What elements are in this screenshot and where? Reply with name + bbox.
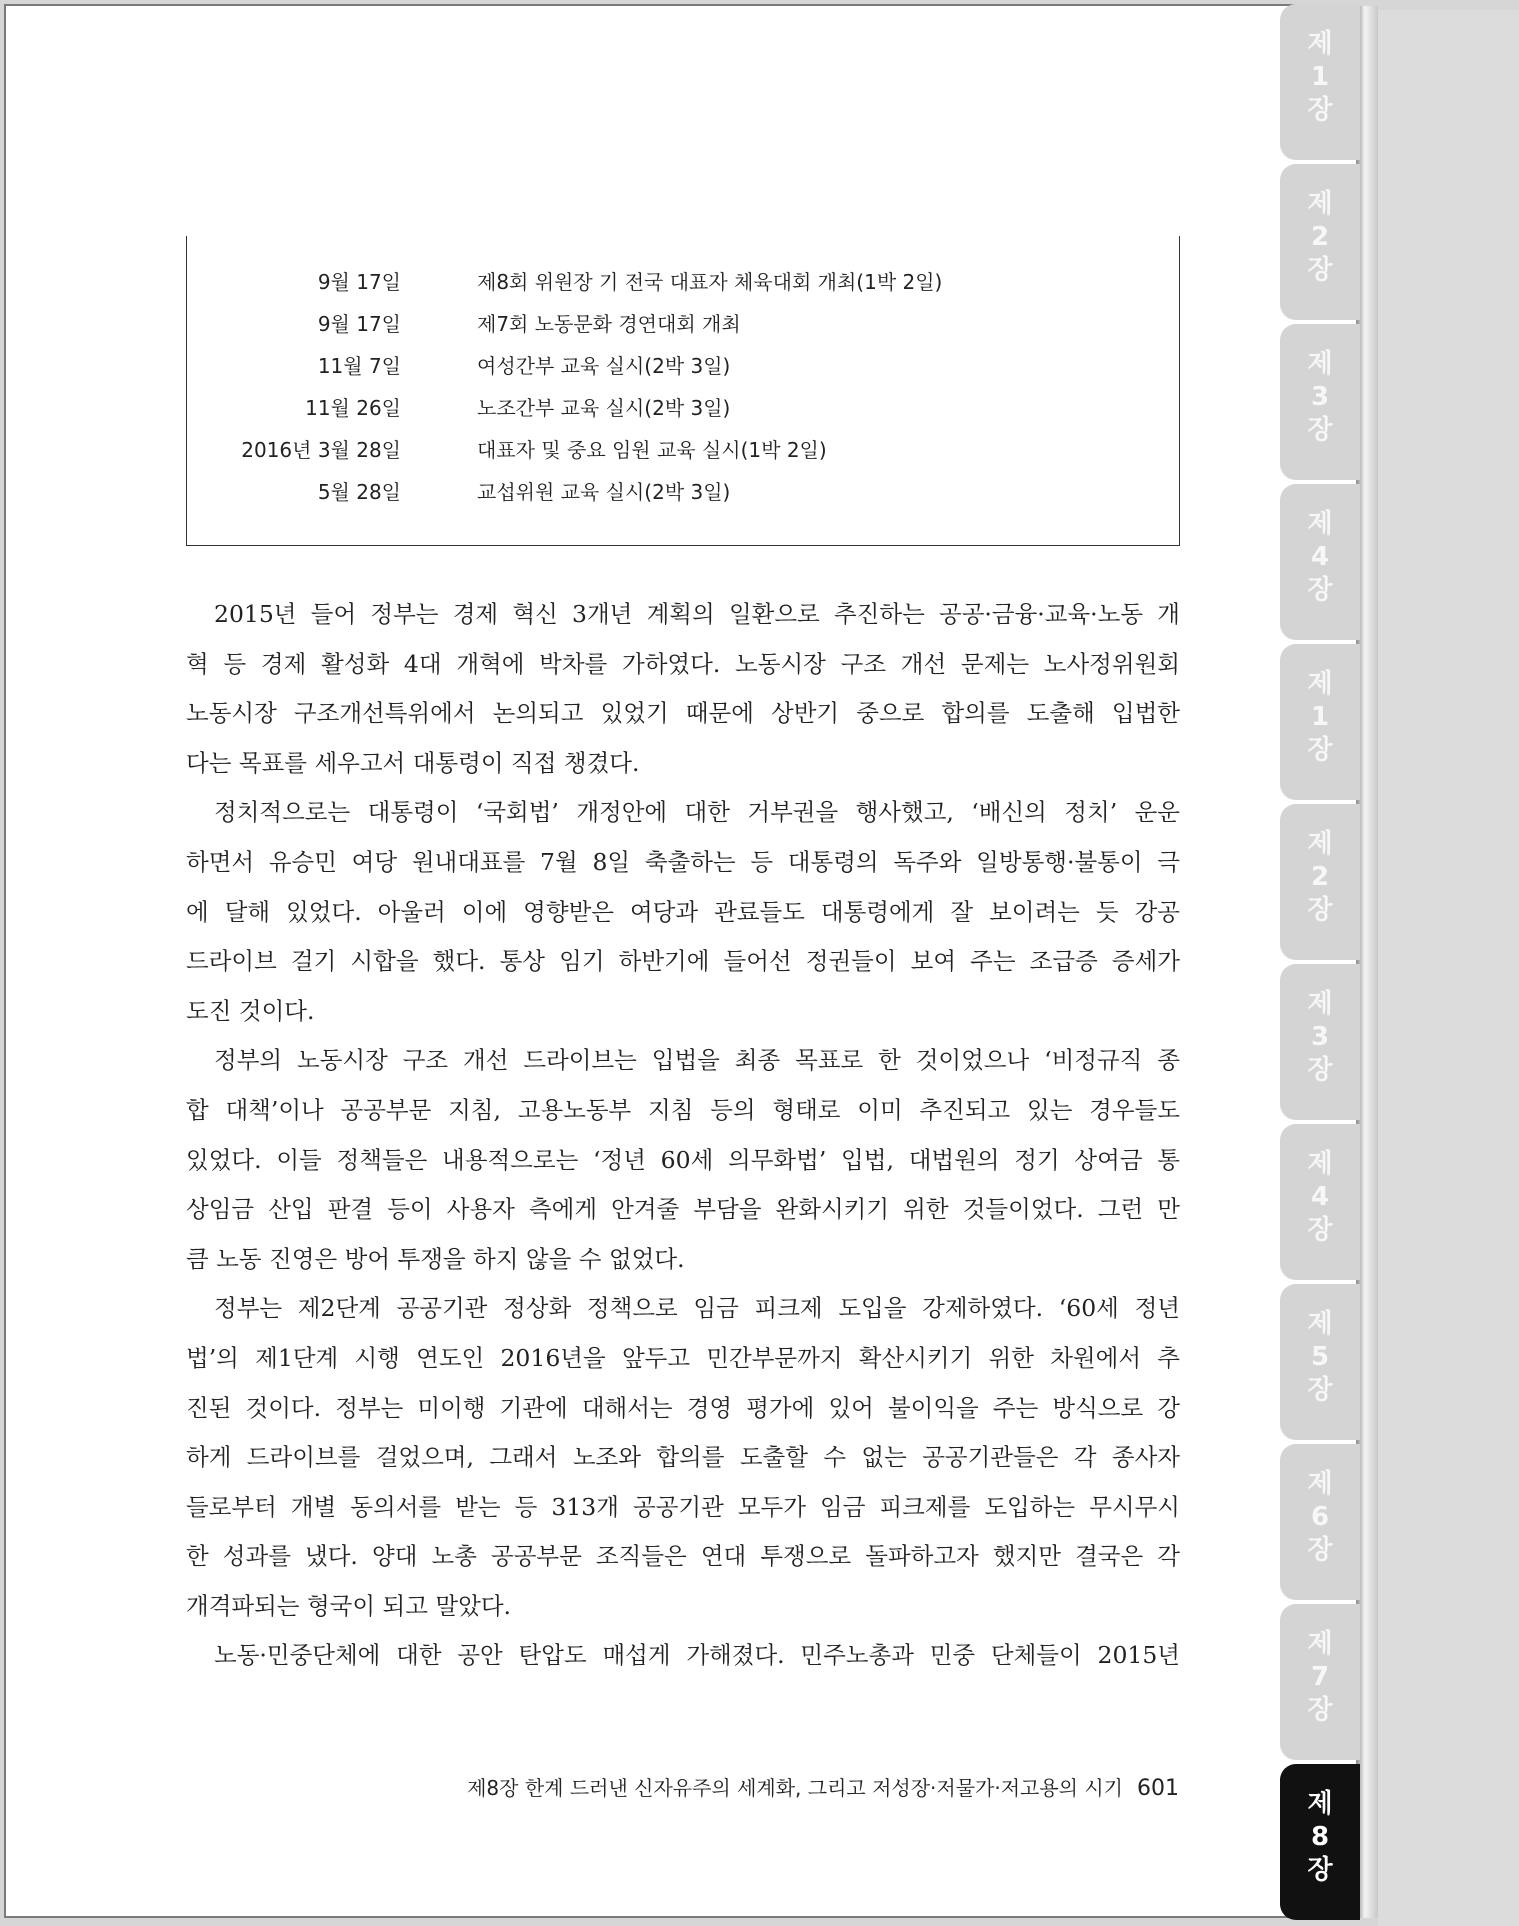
paragraph-line: 한 성과를 냈다. 양대 노총 공공부문 조직들은 연대 투쟁으로 돌파하고자 했지만 결국은 각	[186, 1542, 1180, 1571]
paragraph-line: 하게 드라이브를 걸었으며, 그래서 노조와 합의를 도출할 수 없는 공공기관들은 각 종사자	[186, 1443, 1180, 1472]
chapter-tab-2[interactable]: 제 2 장	[1280, 164, 1360, 320]
schedule-date: 9월 17일	[317, 312, 401, 336]
chapter-tab-5[interactable]: 제 5 장	[1280, 1284, 1360, 1440]
paragraph-line: 개격파되는 형국이 되고 말았다.	[186, 1591, 511, 1620]
schedule-event: 대표자 및 중요 임원 교육 실시(1박 2일)	[477, 438, 827, 462]
chapter-tab-4b[interactable]: 제 4 장	[1280, 1124, 1360, 1280]
paragraph-line: 노동·민중단체에 대한 공안 탄압도 매섭게 가해졌다. 민주노총과 민중 단체들이 2015년	[214, 1641, 1180, 1670]
schedule-event: 제8회 위원장 기 전국 대표자 체육대회 개최(1박 2일)	[477, 270, 943, 294]
schedule-event: 여성간부 교육 실시(2박 3일)	[477, 354, 731, 378]
paragraph-line: 정치적으로는 대통령이 ‘국회법’ 개정안에 대한 거부권을 행사했고, ‘배신의 정치’ 운운	[214, 798, 1180, 827]
schedule-event: 제7회 노동문화 경연대회 개최	[477, 312, 741, 336]
chapter-tab-1[interactable]: 제 1 장	[1280, 4, 1360, 160]
paragraph-line: 진된 것이다. 정부는 미이행 기관에 대해서는 경영 평가에 있어 불이익을 주는 방식으로 강	[186, 1393, 1180, 1422]
page-footer	[467, 1772, 1179, 1801]
paragraph-line: 정부의 노동시장 구조 개선 드라이브는 입법을 최종 목표로 한 것이었으나 ‘비정규직 종	[214, 1046, 1180, 1075]
chapter-tab-4[interactable]: 제 4 장	[1280, 484, 1360, 640]
paragraph-line: 법’의 제1단계 시행 연도인 2016년을 앞두고 민간부문까지 확산시키기 위한 차원에서 추	[186, 1343, 1180, 1372]
schedule-date: 11월 26일	[305, 396, 401, 420]
paragraph-line: 에 달해 있었다. 아울러 이에 영향받은 여당과 관료들도 대통령에게 잘 보이려는 듯 강공	[186, 897, 1180, 926]
page-number: 601	[1137, 1776, 1179, 1801]
running-title: 제8장 한계 드러낸 신자유주의 세계화, 그리고 저성장·저물가·저고용의 시기	[467, 1776, 1123, 1800]
paragraph-line: 상임금 산입 판결 등이 사용자 측에게 안겨줄 부담을 완화시키기 위한 것들이었다. 그런 만	[186, 1195, 1180, 1224]
paragraph-line: 들로부터 개별 동의서를 받는 등 313개 공공기관 모두가 임금 피크제를 도입하는 무시무시	[186, 1492, 1180, 1521]
paragraph-line: 큼 노동 진영은 방어 투쟁을 하지 않을 수 없었다.	[186, 1244, 685, 1273]
paragraph-line: 정부는 제2단계 공공기관 정상화 정책으로 임금 피크제 도입을 강제하였다. ‘60세 정년	[214, 1294, 1180, 1323]
paragraph-line: 혁 등 경제 활성화 4대 개혁에 박차를 가하였다. 노동시장 구조 개선 문제는 노사정위원회	[186, 649, 1180, 678]
schedule-row	[187, 350, 1179, 390]
chapter-tab-8-active[interactable]: 제 8 장	[1280, 1764, 1360, 1920]
chapter-tab-3b[interactable]: 제 3 장	[1280, 964, 1360, 1120]
chapter-tab-2b[interactable]: 제 2 장	[1280, 804, 1360, 960]
chapter-tab-1b[interactable]: 제 1 장	[1280, 644, 1360, 800]
schedule-box	[186, 236, 1180, 546]
chapter-tab-7[interactable]: 제 7 장	[1280, 1604, 1360, 1760]
schedule-row	[187, 392, 1179, 432]
page-shadow	[1378, 10, 1519, 1926]
chapter-tab-6[interactable]: 제 6 장	[1280, 1444, 1360, 1600]
paragraph-line: 하면서 유승민 여당 원내대표를 7월 8일 축출하는 등 대통령의 독주와 일방통행·불통이 극	[186, 847, 1180, 876]
paragraph-line: 노동시장 구조개선특위에서 논의되고 있었기 때문에 상반기 중으로 합의를 도출해 입법한	[186, 699, 1180, 728]
schedule-date: 5월 28일	[317, 480, 401, 504]
schedule-event: 노조간부 교육 실시(2박 3일)	[477, 396, 731, 420]
paragraph-line: 도진 것이다.	[186, 996, 315, 1025]
schedule-date: 11월 7일	[317, 354, 401, 378]
schedule-date: 2016년 3월 28일	[241, 438, 401, 462]
schedule-event: 교섭위원 교육 실시(2박 3일)	[477, 480, 731, 504]
paragraph-line: 있었다. 이들 정책들은 내용적으로는 ‘정년 60세 의무화법’ 입법, 대법원의 정기 상여금 통	[186, 1145, 1180, 1174]
schedule-row	[187, 476, 1179, 516]
schedule-row	[187, 266, 1179, 306]
body-text	[186, 590, 1180, 1681]
schedule-row	[187, 308, 1179, 348]
paragraph-line: 2015년 들어 정부는 경제 혁신 3개년 계획의 일환으로 추진하는 공공·금융·교육·노동 개	[214, 600, 1180, 628]
paragraph-line: 드라이브 걸기 시합을 했다. 통상 임기 하반기에 들어선 정권들이 보여 주는 조급증 증세가	[186, 947, 1180, 976]
paragraph-line: 합 대책’이나 공공부문 지침, 고용노동부 지침 등의 형태로 이미 추진되고 있는 경우들도	[186, 1095, 1180, 1124]
chapter-tab-3[interactable]: 제 3 장	[1280, 324, 1360, 480]
schedule-row	[187, 434, 1179, 474]
paragraph-line: 다는 목표를 세우고서 대통령이 직접 챙겼다.	[186, 748, 640, 777]
chapter-tabs	[1280, 0, 1360, 1926]
schedule-date: 9월 17일	[317, 270, 401, 294]
